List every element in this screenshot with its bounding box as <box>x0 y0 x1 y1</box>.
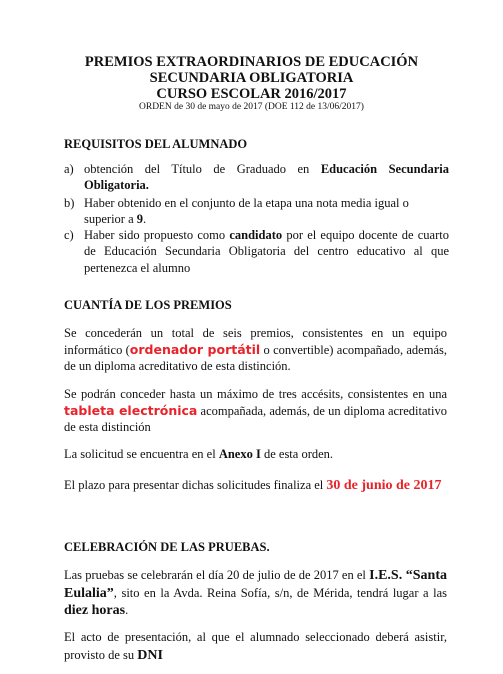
list-marker: a) <box>64 162 74 176</box>
cuantia-paragraph-4 <box>64 476 447 496</box>
cuantia-paragraph-1 <box>64 325 447 375</box>
paragraph-text: La solicitud se encuentra en el <box>64 447 219 461</box>
highlight-tableta: tableta electrónica <box>64 402 198 418</box>
requirement-text-end: por el equipo docente de cuarto de Educación Secundaria Obligatoria del centro educativo al que pertenezca el alumno <box>84 228 449 275</box>
requirement-bold: 9 <box>136 212 144 227</box>
requirement-bold: Educación Secundaria Obligatoria. <box>84 162 450 193</box>
paragraph-text-end: de esta orden. <box>260 447 334 461</box>
school-name: I.E.S. “Santa Eulalia” <box>64 568 448 601</box>
section-heading-requisitos: REQUISITOS DEL ALUMNADO <box>64 137 248 151</box>
requirement-item-b <box>64 195 449 228</box>
list-marker: c) <box>64 228 74 242</box>
paragraph-text: Las pruebas se celebrarán el día 20 de julio de de 2017 en el <box>64 568 370 582</box>
celebracion-paragraph-1 <box>64 567 447 620</box>
section-heading-celebracion: CELEBRACIÓN DE LAS PRUEBAS. <box>64 540 270 554</box>
requirement-bold: candidato <box>229 228 283 242</box>
document-title-line-3: CURSO ESCOLAR 2016/2017 <box>156 86 347 102</box>
time-bold: diez horas <box>64 603 126 618</box>
paragraph-text-end: acompañada, además, de un diploma acreditativo de esta distinción <box>64 403 447 434</box>
requirement-text: Haber sido propuesto como <box>84 228 230 242</box>
highlight-ordenador: ordenador portátil <box>129 341 261 357</box>
requirement-text-end: . <box>143 212 147 227</box>
section-heading-cuantia: CUANTÍA DE LOS PREMIOS <box>64 298 232 312</box>
document-title-line-2: SECUNDARIA OBLIGATORIA <box>149 70 354 86</box>
celebracion-paragraph-2 <box>64 629 447 664</box>
deadline-date: 30 de junio de 2017 <box>326 478 442 493</box>
paragraph-text: Se concederán un total de seis premios, consistentes en un equipo informático ( <box>64 326 447 357</box>
paragraph-text-end: o convertible) acompañado, además, de un diploma acreditativo de esta distinción. <box>64 342 447 373</box>
requirement-text: Haber obtenido en el conjunto de la etapa una nota media igual o superior a <box>84 196 409 227</box>
dni-bold: DNI <box>137 647 163 663</box>
cuantia-paragraph-2 <box>64 386 447 436</box>
requirement-item-a <box>64 161 449 194</box>
document-title-line-1: PREMIOS EXTRAORDINARIOS DE EDUCACIÓN <box>84 54 419 70</box>
paragraph-text: Se podrán conceder hasta un máximo de tres accésits, consistentes en una <box>64 387 447 401</box>
paragraph-text-end: . <box>125 603 129 617</box>
paragraph-text: El acto de presentación, al que el alumnado seleccionado deberá asistir, provisto de su <box>64 630 447 662</box>
cuantia-paragraph-3 <box>64 446 447 463</box>
requirement-text: obtención del Título de Graduado en <box>84 162 321 176</box>
paragraph-text-mid: , sito en la Avda. Reina Sofía, s/n, de Mérida, tendrá lugar a las <box>113 585 447 600</box>
order-reference: ORDEN de 30 de mayo de 2017 (DOE 112 de 13/06/2017) <box>139 102 364 112</box>
paragraph-text: El plazo para presentar dichas solicitudes finaliza el <box>64 478 327 492</box>
list-marker: b) <box>64 196 75 210</box>
anexo-bold: Anexo I <box>218 447 261 461</box>
requirement-item-c <box>64 227 449 276</box>
